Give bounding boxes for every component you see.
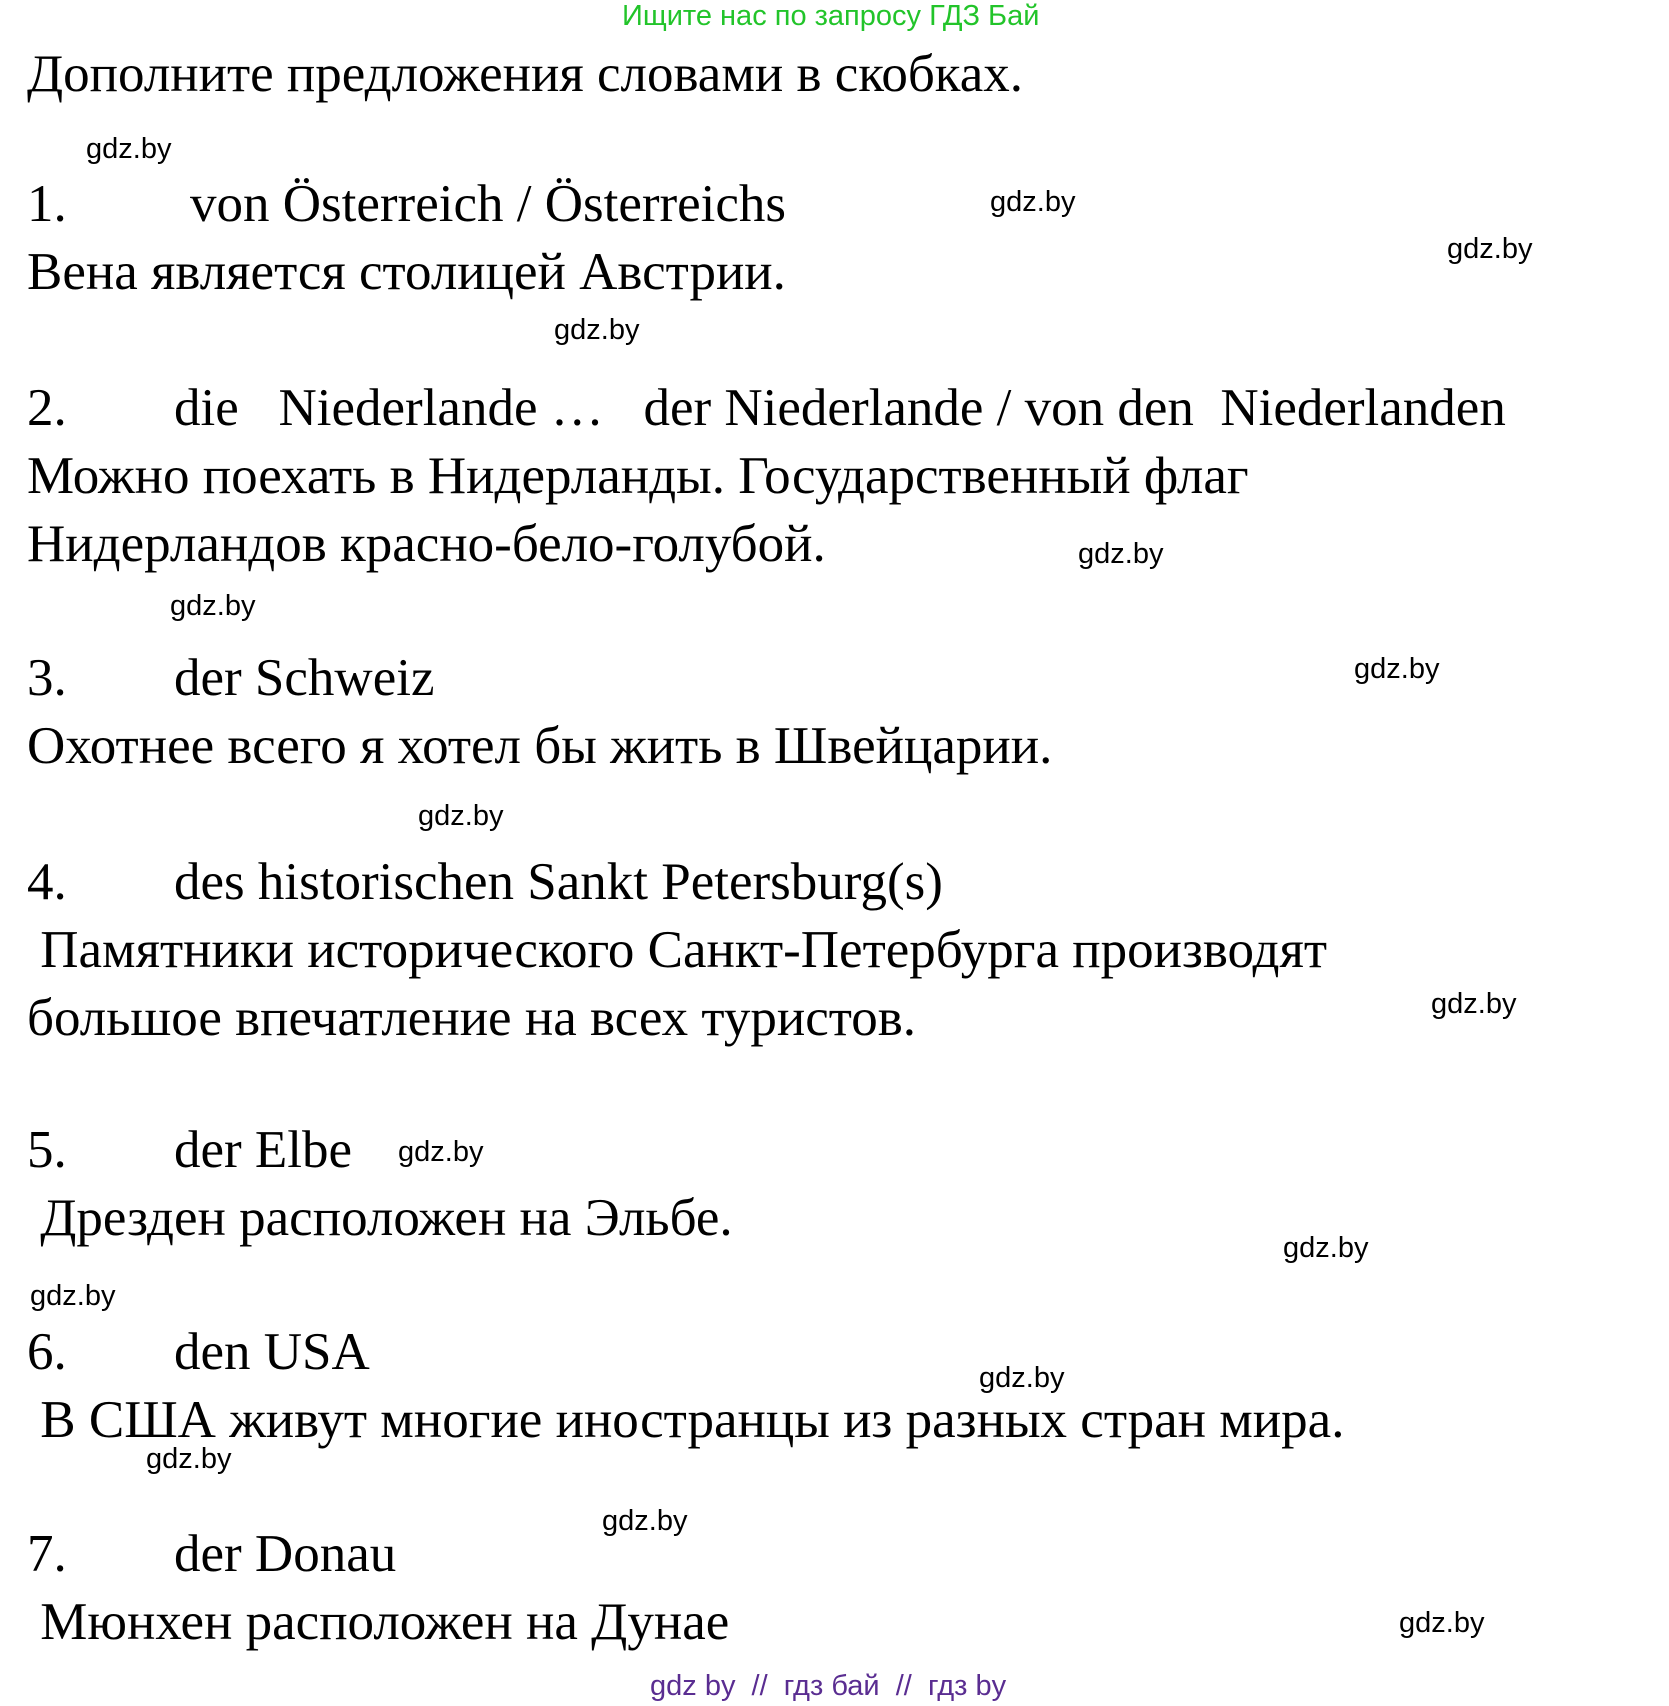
item-6-answer: den USA — [174, 1323, 370, 1381]
watermark: gdz.by — [990, 186, 1076, 218]
item-3-number: 3. — [27, 649, 67, 707]
item-1-number: 1. — [27, 175, 67, 233]
site-footer: gdz by // гдз бай // гдз by — [650, 1670, 1007, 1702]
search-hint-banner: Ищите нас по запросу ГДЗ Бай — [622, 0, 1040, 32]
watermark: gdz.by — [398, 1136, 484, 1168]
watermark: gdz.by — [146, 1443, 232, 1475]
watermark: gdz.by — [1399, 1607, 1485, 1639]
watermark: gdz.by — [1283, 1232, 1369, 1264]
item-4-translation-line-2: большое впечатление на всех туристов. — [27, 989, 917, 1047]
watermark: gdz.by — [602, 1505, 688, 1537]
item-1-answer: von Österreich / Österreichs — [190, 175, 787, 233]
watermark: gdz.by — [1447, 233, 1533, 265]
item-5-number: 5. — [27, 1121, 67, 1179]
watermark: gdz.by — [979, 1362, 1065, 1394]
item-2-translation-line-1: Можно поехать в Нидерланды. Государственный флаг — [27, 447, 1249, 505]
watermark: gdz.by — [1078, 538, 1164, 570]
watermark: gdz.by — [418, 800, 504, 832]
item-2-answer: die Niederlande … der Niederlande / von den Niederlanden — [174, 379, 1506, 437]
item-6-number: 6. — [27, 1323, 67, 1381]
item-7-translation: Мюнхен расположен на Дунае — [27, 1593, 730, 1651]
item-3-translation: Охотнее всего я хотел бы жить в Швейцарии. — [27, 717, 1053, 775]
watermark: gdz.by — [554, 314, 640, 346]
item-5-translation: Дрезден расположен на Эльбе. — [27, 1189, 733, 1247]
watermark: gdz.by — [170, 590, 256, 622]
item-2-translation-line-2: Нидерландов красно-бело-голубой. — [27, 515, 826, 573]
item-7-number: 7. — [27, 1525, 67, 1583]
item-7-answer: der Donau — [174, 1525, 397, 1583]
watermark: gdz.by — [1431, 988, 1517, 1020]
watermark: gdz.by — [30, 1280, 116, 1312]
exercise-title: Дополните предложения словами в скобках. — [27, 45, 1024, 103]
item-2-number: 2. — [27, 379, 67, 437]
item-5-answer: der Elbe — [174, 1121, 353, 1179]
item-3-answer: der Schweiz — [174, 649, 435, 707]
item-4-translation-line-1: Памятники исторического Санкт-Петербурга производят — [27, 921, 1328, 979]
watermark: gdz.by — [86, 133, 172, 165]
watermark: gdz.by — [1354, 653, 1440, 685]
item-4-number: 4. — [27, 853, 67, 911]
item-1-translation: Вена является столицей Австрии. — [27, 243, 786, 301]
item-4-answer: des historischen Sankt Petersburg(s) — [174, 853, 943, 911]
item-6-translation: В США живут многие иностранцы из разных стран мира. — [27, 1391, 1345, 1449]
